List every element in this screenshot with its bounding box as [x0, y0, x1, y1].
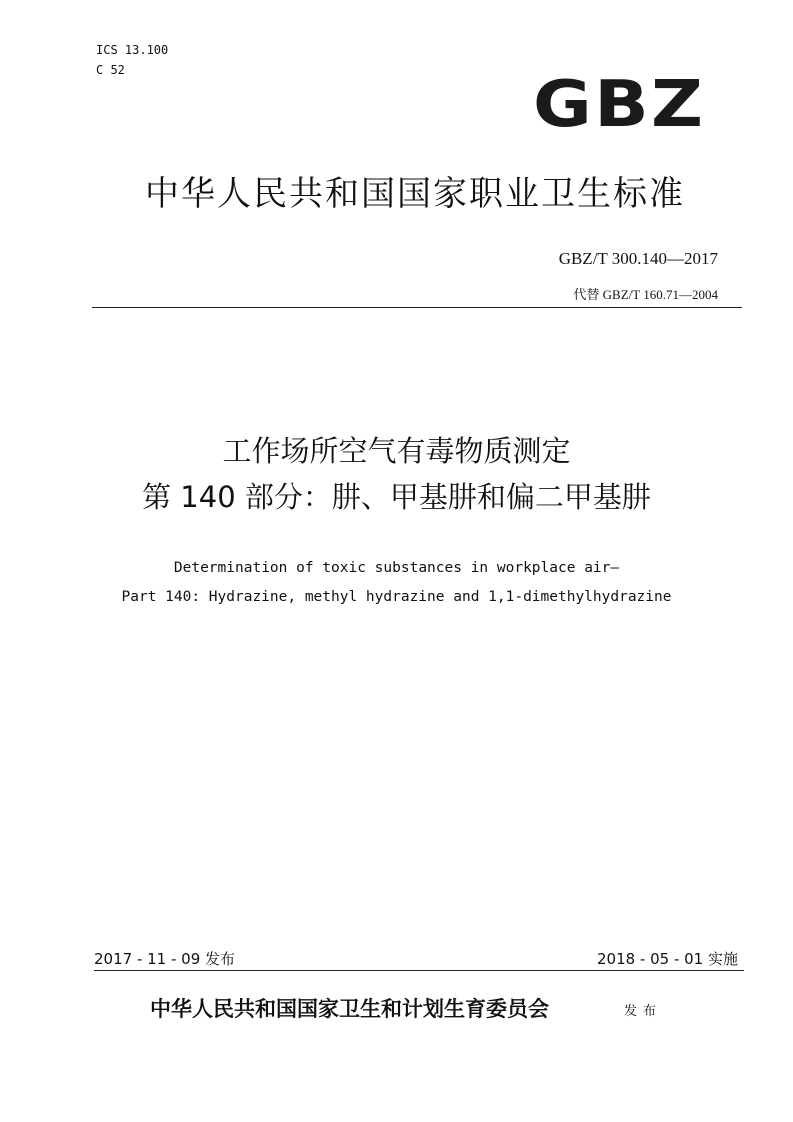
ccs-code: C 52 [96, 63, 125, 77]
standard-category-title: 中华人民共和国国家职业卫生标准 [145, 174, 685, 214]
classification-codes [96, 40, 168, 80]
english-title-line-1: Determination of toxic substances in workplace air— [173, 560, 620, 576]
ics-code: ICS 13.100 [96, 43, 169, 57]
chinese-title [60, 428, 733, 520]
issuing-suffix: 发布 [624, 1004, 663, 1019]
english-title-line-2: Part 140: Hydrazine, methyl hydrazine and 1,1-dimethylhydrazine [121, 589, 672, 605]
standard-number: GBZ/T 300.140—2017 [558, 249, 718, 268]
chinese-title-line-2: 第 140 部分：肼、甲基肼和偏二甲基肼 [142, 480, 651, 514]
header-divider [92, 307, 742, 308]
footer-divider [94, 970, 744, 971]
issue-date: 2017 - 11 - 09 发布 [94, 950, 236, 968]
replaces-note: 代替 GBZ/T 160.71—2004 [573, 287, 718, 302]
english-title [60, 554, 733, 612]
gbz-logo: GBZ [533, 68, 706, 142]
issuing-authority: 中华人民共和国国家卫生和计划生育委员会 [150, 996, 549, 1021]
chinese-title-line-1: 工作场所空气有毒物质测定 [222, 434, 571, 468]
implementation-date: 2018 - 05 - 01 实施 [596, 950, 738, 968]
